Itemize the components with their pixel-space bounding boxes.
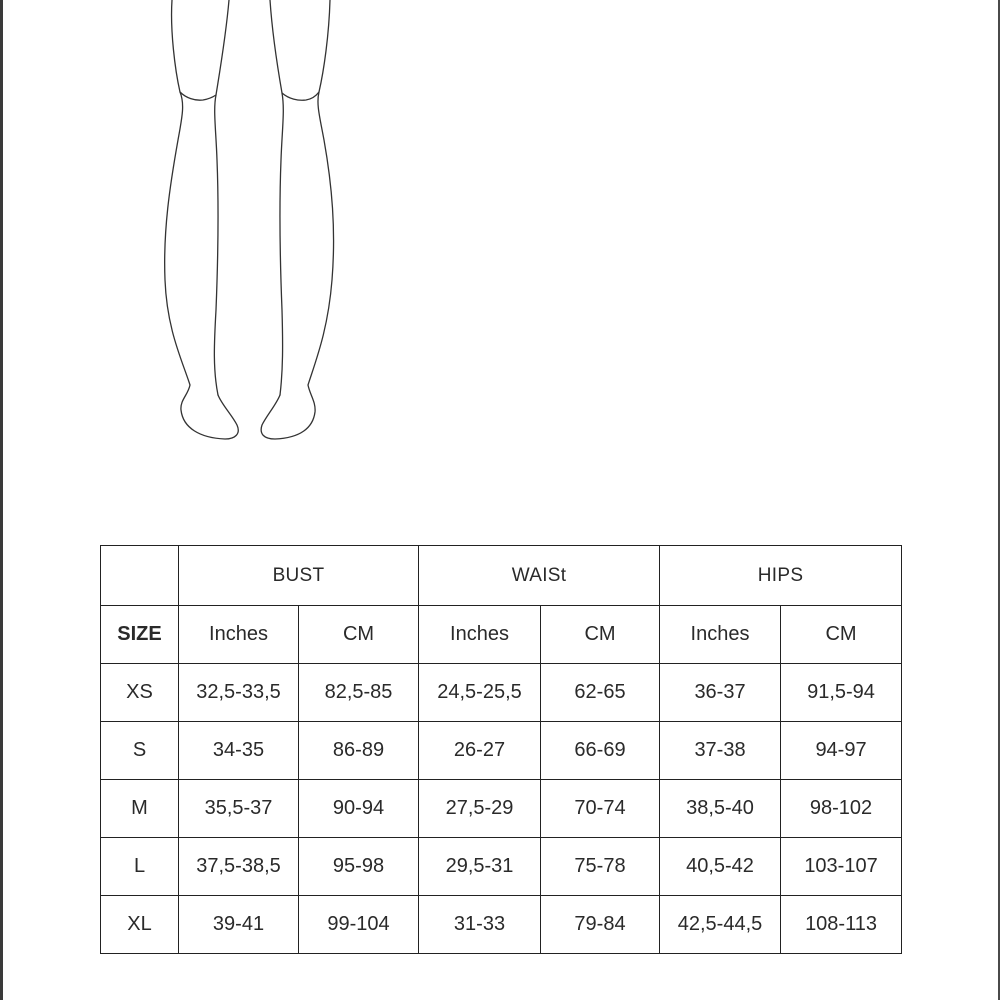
table-cell: 36-37 <box>660 664 781 722</box>
size-label: XL <box>101 896 179 954</box>
table-row <box>101 780 902 838</box>
size-label: S <box>101 722 179 780</box>
table-cell: 35,5-37 <box>179 780 299 838</box>
table-cell: 91,5-94 <box>781 664 902 722</box>
right-leg-outer-line <box>261 0 333 439</box>
unit-header: Inches <box>660 606 781 664</box>
table-cell: 86-89 <box>299 722 419 780</box>
hips-header: HIPS <box>660 546 902 606</box>
table-cell: 31-33 <box>419 896 541 954</box>
left-leg-inner-line <box>214 0 229 395</box>
corner-cell <box>101 546 179 606</box>
left-leg-outer-line <box>165 0 239 439</box>
right-knee-line <box>282 92 319 100</box>
table-cell: 90-94 <box>299 780 419 838</box>
table-cell: 98-102 <box>781 780 902 838</box>
waist-header: WAISt <box>419 546 660 606</box>
table-cell: 24,5-25,5 <box>419 664 541 722</box>
table-cell: 42,5-44,5 <box>660 896 781 954</box>
table-row <box>101 896 902 954</box>
table-row <box>101 722 902 780</box>
table-cell: 38,5-40 <box>660 780 781 838</box>
table-cell: 29,5-31 <box>419 838 541 896</box>
size-label: M <box>101 780 179 838</box>
table-cell: 32,5-33,5 <box>179 664 299 722</box>
table-row <box>101 838 902 896</box>
table-cell: 39-41 <box>179 896 299 954</box>
unit-header: CM <box>541 606 660 664</box>
left-knee-line <box>180 92 216 100</box>
unit-header: Inches <box>179 606 299 664</box>
size-label: XS <box>101 664 179 722</box>
table-cell: 66-69 <box>541 722 660 780</box>
size-label: L <box>101 838 179 896</box>
unit-header: Inches <box>419 606 541 664</box>
bust-header: BUST <box>179 546 419 606</box>
table-cell: 34-35 <box>179 722 299 780</box>
group-header-row <box>101 546 902 606</box>
size-header: SIZE <box>101 606 179 664</box>
right-leg-inner-line <box>270 0 283 395</box>
table-cell: 26-27 <box>419 722 541 780</box>
table-cell: 108-113 <box>781 896 902 954</box>
table-cell: 82,5-85 <box>299 664 419 722</box>
unit-header-row <box>101 606 902 664</box>
table-cell: 94-97 <box>781 722 902 780</box>
unit-header: CM <box>781 606 902 664</box>
table-cell: 75-78 <box>541 838 660 896</box>
table-cell: 37,5-38,5 <box>179 838 299 896</box>
table-cell: 37-38 <box>660 722 781 780</box>
size-chart-table <box>100 545 902 954</box>
table-cell: 70-74 <box>541 780 660 838</box>
table-cell: 40,5-42 <box>660 838 781 896</box>
unit-header: CM <box>299 606 419 664</box>
table-cell: 62-65 <box>541 664 660 722</box>
table-cell: 103-107 <box>781 838 902 896</box>
legs-outline-icon <box>0 0 420 460</box>
table-cell: 79-84 <box>541 896 660 954</box>
table-cell: 27,5-29 <box>419 780 541 838</box>
table-cell: 95-98 <box>299 838 419 896</box>
table-row <box>101 664 902 722</box>
table-cell: 99-104 <box>299 896 419 954</box>
